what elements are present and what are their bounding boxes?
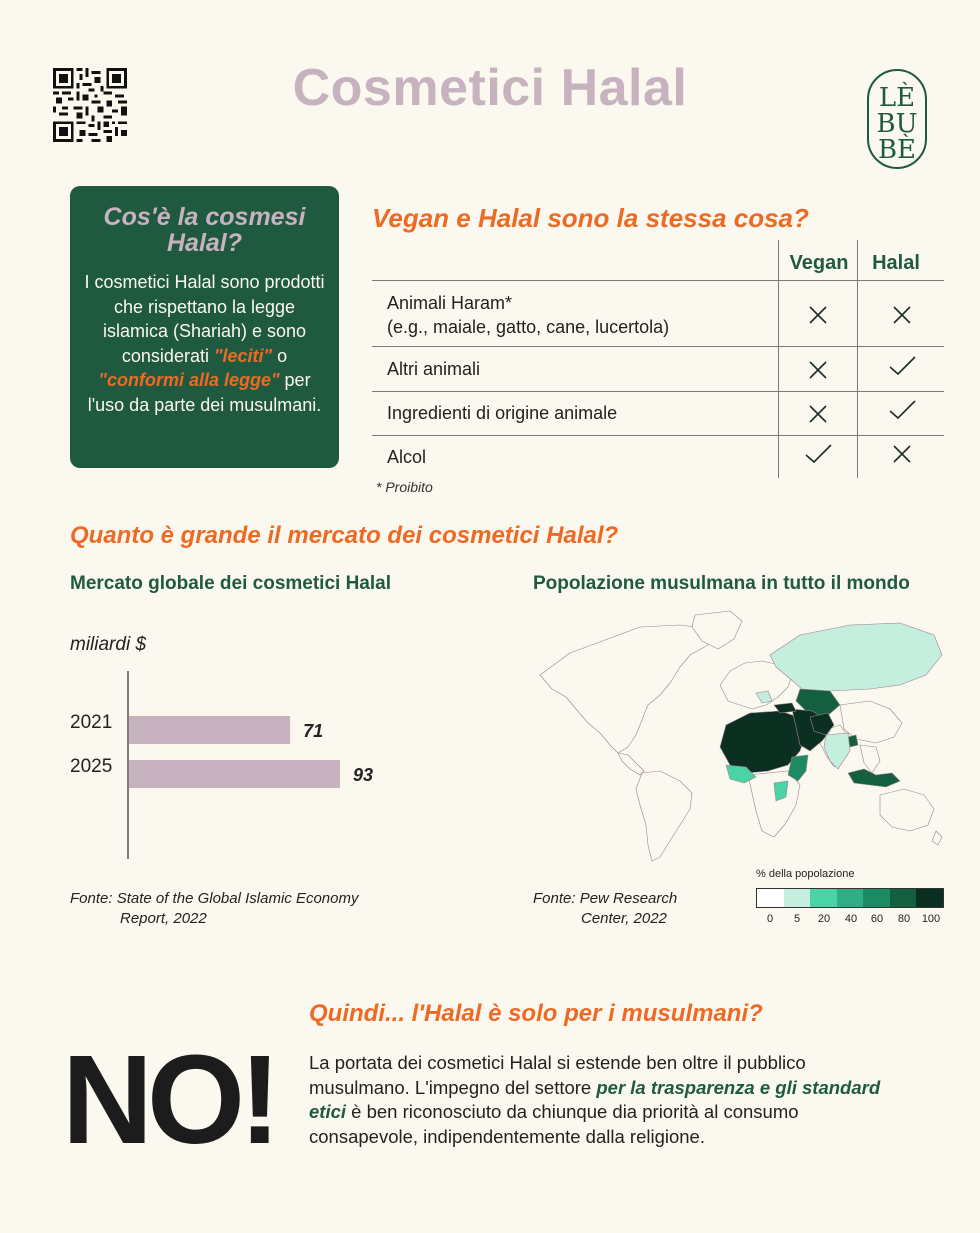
legend-swatch (784, 889, 811, 907)
definition-text-part: I cosmetici Halal sono prodotti che rispettano la legge islamica (Shariah) e sono considerati (84, 272, 325, 366)
map-southeast-asia (860, 745, 880, 773)
big-answer: NO! (62, 1029, 275, 1170)
legend-swatch (890, 889, 917, 907)
bar-value-label: 93 (353, 765, 374, 785)
check-icon (887, 352, 917, 382)
chart-source (70, 889, 358, 929)
legend-swatch (863, 889, 890, 907)
legend-tick: 100 (921, 913, 941, 925)
table-divider (372, 346, 944, 347)
bar-2025 (129, 760, 340, 788)
highlight-leciti: "leciti" (213, 345, 273, 366)
bar-value-label: 71 (303, 721, 324, 741)
table-row-sublabel: (e.g., maiale, gatto, cane, lucertola) (387, 317, 670, 337)
table-row-label: Alcol (387, 447, 427, 467)
map-central-america (618, 753, 644, 775)
legend-swatch (757, 889, 784, 907)
table-row-label: Altri animali (387, 359, 481, 379)
svg-text:LÈ: LÈ (878, 83, 916, 113)
table-row-label: Animali Haram* (387, 293, 513, 313)
brand-logo (866, 68, 928, 170)
legend-tick: 0 (766, 913, 774, 925)
check-icon (887, 396, 917, 426)
svg-text:BU: BU (876, 109, 918, 139)
table-row-label: Ingredienti di origine animale (387, 403, 618, 423)
map-australia (880, 789, 934, 831)
map-north-america (540, 625, 710, 753)
comparison-question: Vegan e Halal sono la stessa cosa? (372, 203, 809, 233)
bar-category-label: 2021 (70, 712, 113, 733)
conclusion-text-end: è ben riconosciuto da chiunque dia priorità al consumo consapevole, indipendentemente dalla religione. (309, 1101, 799, 1147)
table-divider (372, 280, 944, 281)
map-new-zealand (932, 831, 942, 845)
legend-tick: 80 (897, 913, 911, 925)
conclusion-text-part: La portata dei cosmetici Halal si estende ben oltre il pubblico musulmano. L'impegno del settore (309, 1052, 806, 1098)
map-russia (770, 623, 942, 691)
legend-tick: 40 (844, 913, 858, 925)
map-indonesia (848, 769, 900, 787)
chart-source-line: Report, 2022 (120, 910, 207, 927)
table-divider (372, 435, 944, 436)
table-column-divider (857, 240, 858, 478)
definition-text-end: per l'uso da parte dei musulmani. (87, 370, 322, 415)
check-icon (803, 440, 833, 470)
bar-2021 (129, 716, 290, 744)
cross-icon (803, 300, 833, 330)
cross-icon (887, 300, 917, 330)
column-header-vegan: Vegan (789, 252, 849, 274)
chart-source-line: Fonte: State of the Global Islamic Economy (70, 890, 359, 907)
definition-text (84, 270, 325, 418)
definition-connector: o (277, 345, 288, 366)
map-africa-south (748, 771, 800, 837)
highlight-conformi: "conformi alla legge" (98, 370, 280, 391)
definition-title: Cos'è la cosmesi Halal? (103, 203, 306, 257)
map-south-america (636, 771, 692, 861)
market-question: Quanto è grande il mercato dei cosmetici Halal? (70, 522, 619, 549)
table-footnote: * Proibito (376, 479, 433, 495)
chart-subtitle: Mercato globale dei cosmetici Halal (70, 573, 391, 594)
map-subtitle: Popolazione musulmana in tutto il mondo (533, 573, 910, 594)
bar-category-label: 2025 (70, 756, 113, 777)
legend-tick: 60 (870, 913, 884, 925)
map-source-line: Fonte: Pew Research (533, 890, 678, 907)
chart-unit-label: miliardi $ (70, 634, 147, 655)
legend-swatch (837, 889, 864, 907)
legend-tick: 20 (817, 913, 831, 925)
svg-text:BÈ: BÈ (877, 135, 917, 165)
legend-swatch (916, 889, 943, 907)
legend-title: % della popolazione (756, 868, 855, 880)
table-column-divider (778, 240, 779, 478)
cross-icon (803, 355, 833, 385)
legend-tick: 5 (793, 913, 801, 925)
market-bar-chart (60, 665, 460, 865)
cross-icon (887, 439, 917, 469)
map-india (824, 733, 850, 769)
cross-icon (803, 399, 833, 429)
table-divider (372, 391, 944, 392)
conclusion-question: Quindi... l'Halal è solo per i musulmani? (309, 1000, 763, 1027)
conclusion-emphasis: per la trasparenza e gli standard etici (309, 1076, 881, 1122)
definition-card (70, 186, 339, 468)
conclusion-text (309, 1051, 899, 1149)
map-source-line: Center, 2022 (581, 910, 667, 927)
page-title: Cosmetici Halal (292, 59, 688, 117)
map-source (533, 889, 677, 929)
world-map (530, 605, 945, 865)
map-legend (756, 888, 944, 908)
column-header-halal: Halal (872, 252, 920, 274)
legend-swatch (810, 889, 837, 907)
